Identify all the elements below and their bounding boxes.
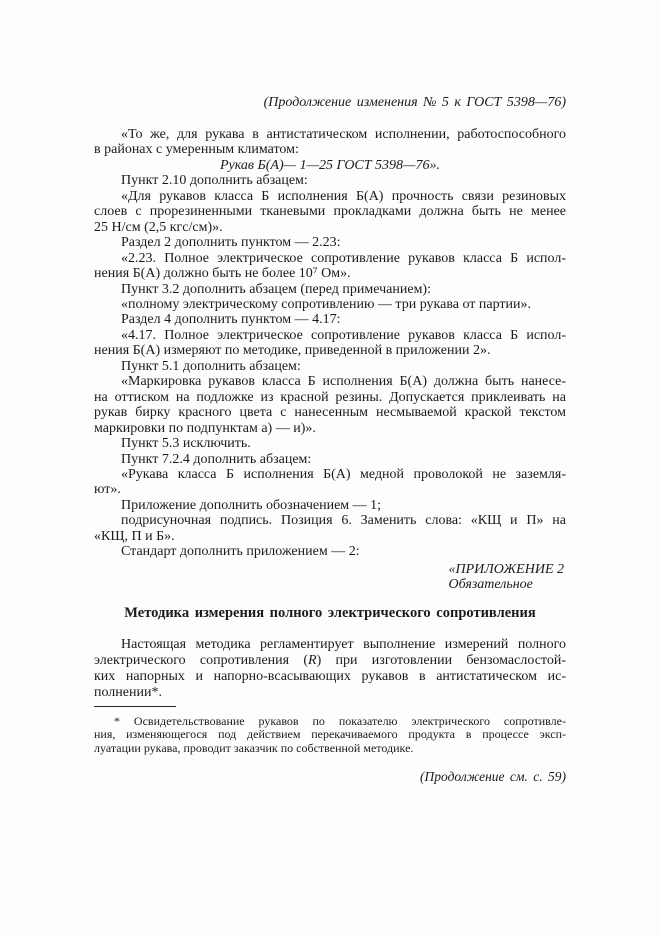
text-line: Пункт 5.3 исключить. xyxy=(121,436,251,452)
text-line: Настоящая методика регламентирует выполнение измерений полного xyxy=(121,636,566,652)
text-line: Пункт 7.2.4 дополнить абзацем: xyxy=(121,451,312,467)
appendix-obligatory: Обязательное xyxy=(448,576,533,592)
text-line: подрисуночная подпись. Позиция 6. Заменить слова: «КЩ и П» на xyxy=(121,513,566,529)
text-line: «КЩ, П и Б». xyxy=(94,528,175,544)
text-line: рукав бирку красного цвета с нанесенным несмываемой краской текстом xyxy=(94,405,566,421)
body-text xyxy=(94,127,566,560)
text-line: Пункт 3.2 дополнить абзацем (перед примечанием): xyxy=(121,281,431,297)
text-line: Пункт 2.10 дополнить абзацем: xyxy=(121,173,308,189)
text-line: «Маркировка рукавов класса Б исполнения Б(А) должна быть нанесе- xyxy=(121,374,566,390)
text-line: ют». xyxy=(94,482,121,498)
running-header: (Продолжение изменения № 5 к ГОСТ 5398—76) xyxy=(263,95,566,110)
text-line: ких напорных и напорно-всасывающих рукавов в антистатическом ис- xyxy=(94,668,566,684)
footnote-line: * Освидетельствование рукавов по показателю электрического сопротивле- xyxy=(114,714,566,728)
text-line: «Для рукавов класса Б исполнения Б(А) прочность связи резиновых xyxy=(121,188,566,204)
text-line: электрического сопротивления (R) при изготовлении бензомаслостой- xyxy=(94,652,566,668)
footnote xyxy=(94,715,566,755)
text-line: Приложение дополнить обозначением — 1; xyxy=(121,497,382,513)
text-line: на оттиском на подложке из красной резины. Допускается приклеивать на xyxy=(94,389,566,405)
text-line: маркировки по подпунктам а) — и)». xyxy=(94,420,316,436)
text-line: «2.23. Полное электрическое сопротивление рукавов класса Б испол- xyxy=(121,250,566,266)
appendix-number: «ПРИЛОЖЕНИЕ 2 xyxy=(448,561,564,577)
text-line: Раздел 4 дополнить пунктом — 4.17: xyxy=(121,312,341,328)
text-line: Пункт 5.1 дополнить абзацем: xyxy=(121,358,301,374)
text-line: «полному электрическому сопротивлению — три рукава от партии». xyxy=(121,296,532,312)
text-line: «4.17. Полное электрическое сопротивление рукавов класса Б испол- xyxy=(121,327,566,343)
text-line: нения Б(А) измеряют по методике, приведенной в приложении 2». xyxy=(94,343,491,359)
text-line: в районах с умеренным климатом: xyxy=(94,142,299,158)
footnote-line: луатации рукава, проводит заказчик по собственной методике. xyxy=(94,741,414,755)
variable-R: R xyxy=(308,652,317,668)
footnote-line: ния, изменяющегося под действием перекачиваемого продукта в процессе эксп- xyxy=(94,728,566,742)
hose-designation-line: Рукав Б(А)— 1—25 ГОСТ 5398—76». xyxy=(219,157,441,173)
text-line: Стандарт дополнить приложением — 2: xyxy=(121,544,360,560)
text-line: «Рукава класса Б исполнения Б(А) медной проволокой не заземля- xyxy=(121,466,566,482)
continuation-note: (Продолжение см. с. 59) xyxy=(420,768,566,784)
text-block xyxy=(94,95,566,784)
text-line: «То же, для рукава в антистатическом исполнении, работоспособного xyxy=(121,127,566,142)
text-line: полнении*. xyxy=(94,684,162,700)
intro-paragraph xyxy=(94,637,566,701)
text-line: слоев с прорезиненными тканевыми прокладками должна быть не менее xyxy=(94,204,566,220)
text-line: 25 Н/см (2,5 кгс/см)». xyxy=(94,219,223,235)
footnote-divider xyxy=(94,706,176,707)
section-heading: Методика измерения полного электрического сопротивления xyxy=(124,604,536,621)
appendix-label xyxy=(94,562,566,592)
text-line: нения Б(А) должно быть не более 10⁷ Ом». xyxy=(94,266,351,282)
text-line: Раздел 2 дополнить пунктом — 2.23: xyxy=(121,235,341,251)
